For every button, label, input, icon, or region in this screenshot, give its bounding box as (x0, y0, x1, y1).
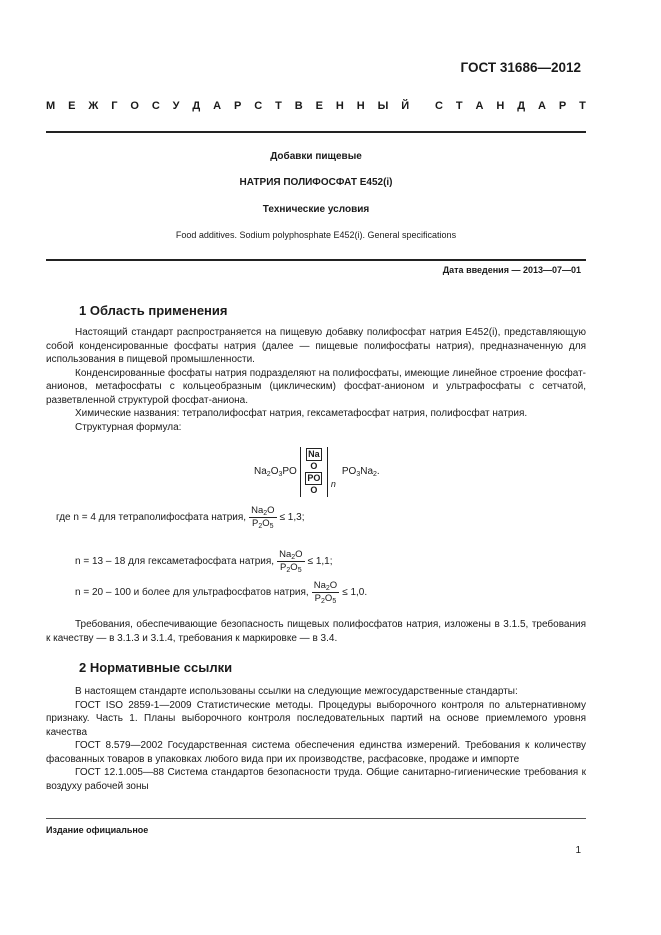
edition-label: Издание официальное (46, 825, 149, 835)
heading-letter: А (475, 100, 484, 112)
title-line-2: НАТРИЯ ПОЛИФОСФАТ Е452(i) (239, 177, 393, 188)
title-line-1: Добавки пищевые (270, 151, 362, 162)
heading-letter: В (294, 100, 303, 112)
formula-subscript-n: n (330, 479, 336, 489)
heading-letter: Ж (88, 100, 99, 112)
section-1-paragraph-2: Конденсированные фосфаты натрия подразделяют на полифосфаты, имеющие линейное строение фосфат-анионов, метафосфаты с кольцеобразным (циклическим) фосфат-анионом и ультрафосфаты с сетчатой, разветвленной структурой фосфат-аниона. (46, 367, 586, 406)
heading-letter: Т (579, 100, 586, 112)
section-1-paragraph-3: Химические названия: тетраполифосфат натрия, гексаметафосфат натрия, полифосфат натрия. (75, 408, 528, 419)
section-1-paragraph-5: Требования, обеспечивающие безопасность пищевых полифосфатов натрия, изложены в 3.1.5, требования к качеству — в 3.1.3 и 3.1.4, требования к маркировке — в 3.4. (46, 619, 586, 644)
section-1-paragraph-4: Структурная формула: (75, 421, 182, 433)
heading-letter: А (213, 100, 222, 112)
section-2-paragraph-3: ГОСТ 8.579—2002 Государственная система обеспечения единства измерений. Требования к количеству фасованных товаров в упаковках любого вида при их производстве, расфасовке, продаже и импорте (46, 740, 586, 765)
heading-letter: Т (275, 100, 282, 112)
section-2-paragraph-2: ГОСТ ISO 2859-1—2009 Статистические методы. Процедуры выборочного контроля по альтернативному признаку. Часть 1. Планы выборочного контроля последовательных партий на основе приемлемого уровня качества (46, 699, 586, 738)
heading-letter: Й (401, 100, 410, 112)
heading-letter: У (172, 100, 180, 112)
section-1-paragraph-1: Настоящий стандарт распространяется на пищевую добавку полифосфат натрия Е452(i), представляющую собой конденсированные фосфаты натрия (далее — пищевые полифосфаты натрия), предназначенную для использования в пищевой промышленности. (46, 327, 586, 365)
heading-letter: Д (517, 100, 526, 112)
ratio-fraction: $\frac{Na_2O}{P_2O_5}$ (251, 505, 275, 530)
page-number: 1 (575, 845, 581, 856)
ratio-line-3: n = 20 – 100 и более для ультрафосфатов натрия, $\frac{Na_2O}{P_2O_5}$ ≤ 1,0. (75, 580, 368, 605)
formula-left: $Na_2O_3PO$ (254, 466, 297, 478)
heading-letter: Е (68, 100, 76, 112)
section-2-title: 2 Нормативные ссылки (79, 660, 233, 675)
heading-letter: Н (335, 100, 344, 112)
title-english: Food additives. Sodium polyphosphate E452(i). General specifications (175, 230, 457, 240)
heading-letter: О (130, 100, 139, 112)
section-1-requirements (46, 618, 586, 645)
heading-letter: М (46, 100, 56, 112)
heading-letter: Т (455, 100, 463, 112)
footer-rule (46, 818, 586, 819)
section-2-paragraph-1: В настоящем стандарте использованы ссылки на следующие межгосударственные стандарты: (75, 686, 518, 697)
mid-rule (46, 259, 586, 261)
ratio-fraction: $\frac{Na_2O}{P_2O_5}$ (313, 580, 338, 605)
ratio-fraction: $\frac{Na_2O}{P_2O_5}$ (279, 549, 303, 574)
section-2-paragraph-4: ГОСТ 12.1.005—88 Система стандартов безопасности труда. Общие санитарно-гигиенические требования к воздуху рабочей зоны (46, 767, 586, 792)
top-rule (46, 131, 586, 133)
heading-letter: Е (315, 100, 323, 112)
heading-letter: Р (234, 100, 242, 112)
interstate-standard-heading (46, 100, 586, 112)
heading-letter: Д (192, 100, 201, 112)
introduction-date: Дата введения — 2013—07—01 (442, 265, 581, 275)
heading-letter: Н (496, 100, 505, 112)
section-1-title: 1 Область применения (79, 303, 228, 318)
ratio-line-1: где n = 4 для тетраполифосфата натрия, $\frac{Na_2O}{P_2O_5}$ ≤ 1,3; (56, 505, 305, 530)
heading-letter: С (435, 100, 443, 112)
heading-letter: Н (356, 100, 365, 112)
section-1-body (46, 326, 586, 434)
heading-letter: Ы (377, 100, 389, 112)
formula-right: $PO_3Na_2$. (341, 466, 380, 478)
structural-formula (254, 447, 380, 497)
ratio-line-2: n = 13 – 18 для гексаметафосфата натрия, $\frac{Na_2O}{P_2O_5}$ ≤ 1,1; (75, 549, 333, 574)
heading-letter: С (254, 100, 263, 112)
heading-letter: Г (111, 100, 118, 112)
standard-number: ГОСТ 31686—2012 (460, 60, 581, 75)
heading-letter: Р (558, 100, 567, 112)
heading-letter: С (151, 100, 160, 112)
formula-repeating-unit: Na O PO O (300, 447, 328, 497)
title-line-3: Технические условия (262, 204, 370, 215)
section-2-body (46, 685, 586, 793)
heading-letter: А (537, 100, 546, 112)
